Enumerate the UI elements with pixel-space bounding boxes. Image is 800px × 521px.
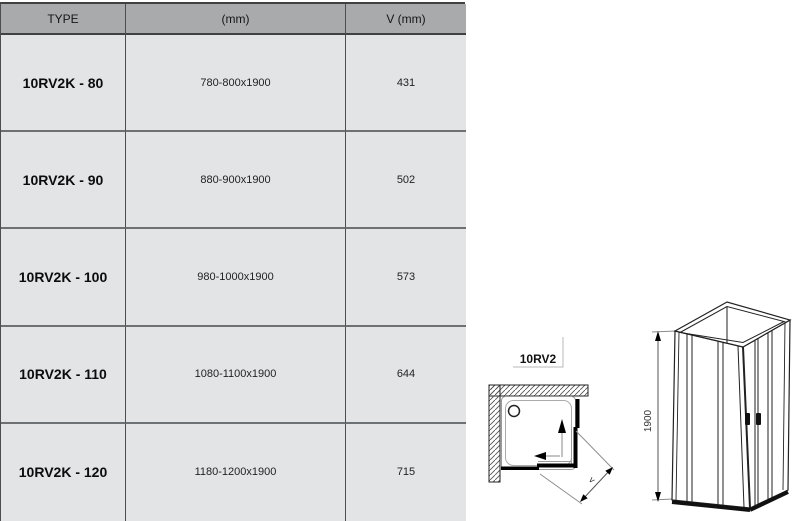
column-header-mm: (mm)	[126, 4, 346, 35]
height-dim-label: 1900	[643, 409, 654, 433]
table-row-mm: 980-1000x1900	[126, 229, 346, 326]
table-row-type: 10RV2K - 120	[1, 424, 126, 521]
door-handle-right	[756, 413, 761, 425]
table-row-type: 10RV2K - 90	[1, 132, 126, 229]
column-header-type: TYPE	[1, 4, 126, 35]
entry-width-dim-label: v	[586, 474, 598, 486]
table-row-v: 573	[346, 229, 466, 326]
table-row-mm: 880-900x1900	[126, 132, 346, 229]
table-row-type: 10RV2K - 80	[1, 35, 126, 132]
table-row-type: 10RV2K - 100	[1, 229, 126, 326]
column-header-v-mm: V (mm)	[346, 4, 466, 35]
table-row-v: 715	[346, 424, 466, 521]
size-table	[0, 2, 465, 521]
door-panel-right-inner	[574, 427, 578, 468]
door-handle-left	[745, 413, 750, 425]
top-view-diagram	[480, 330, 632, 521]
drain-circle	[509, 406, 520, 417]
front-view-diagram	[630, 275, 800, 521]
table-row-v: 431	[346, 35, 466, 132]
enclosure-box	[672, 302, 790, 510]
door-panel-bottom-outer	[537, 464, 576, 468]
table-row-mm: 780-800x1900	[126, 35, 346, 132]
wall-top	[489, 385, 588, 396]
wall-left	[489, 385, 500, 482]
table-row-mm: 1180-1200x1900	[126, 424, 346, 521]
table-row-v: 502	[346, 132, 466, 229]
table-row-v: 644	[346, 327, 466, 424]
table-row-mm: 1080-1100x1900	[126, 327, 346, 424]
height-dimension	[643, 331, 676, 502]
model-label: 10RV2	[519, 352, 557, 366]
door-panel-bottom-inner	[501, 467, 539, 471]
door-panel-right-outer	[576, 399, 580, 428]
table-row-type: 10RV2K - 110	[1, 327, 126, 424]
